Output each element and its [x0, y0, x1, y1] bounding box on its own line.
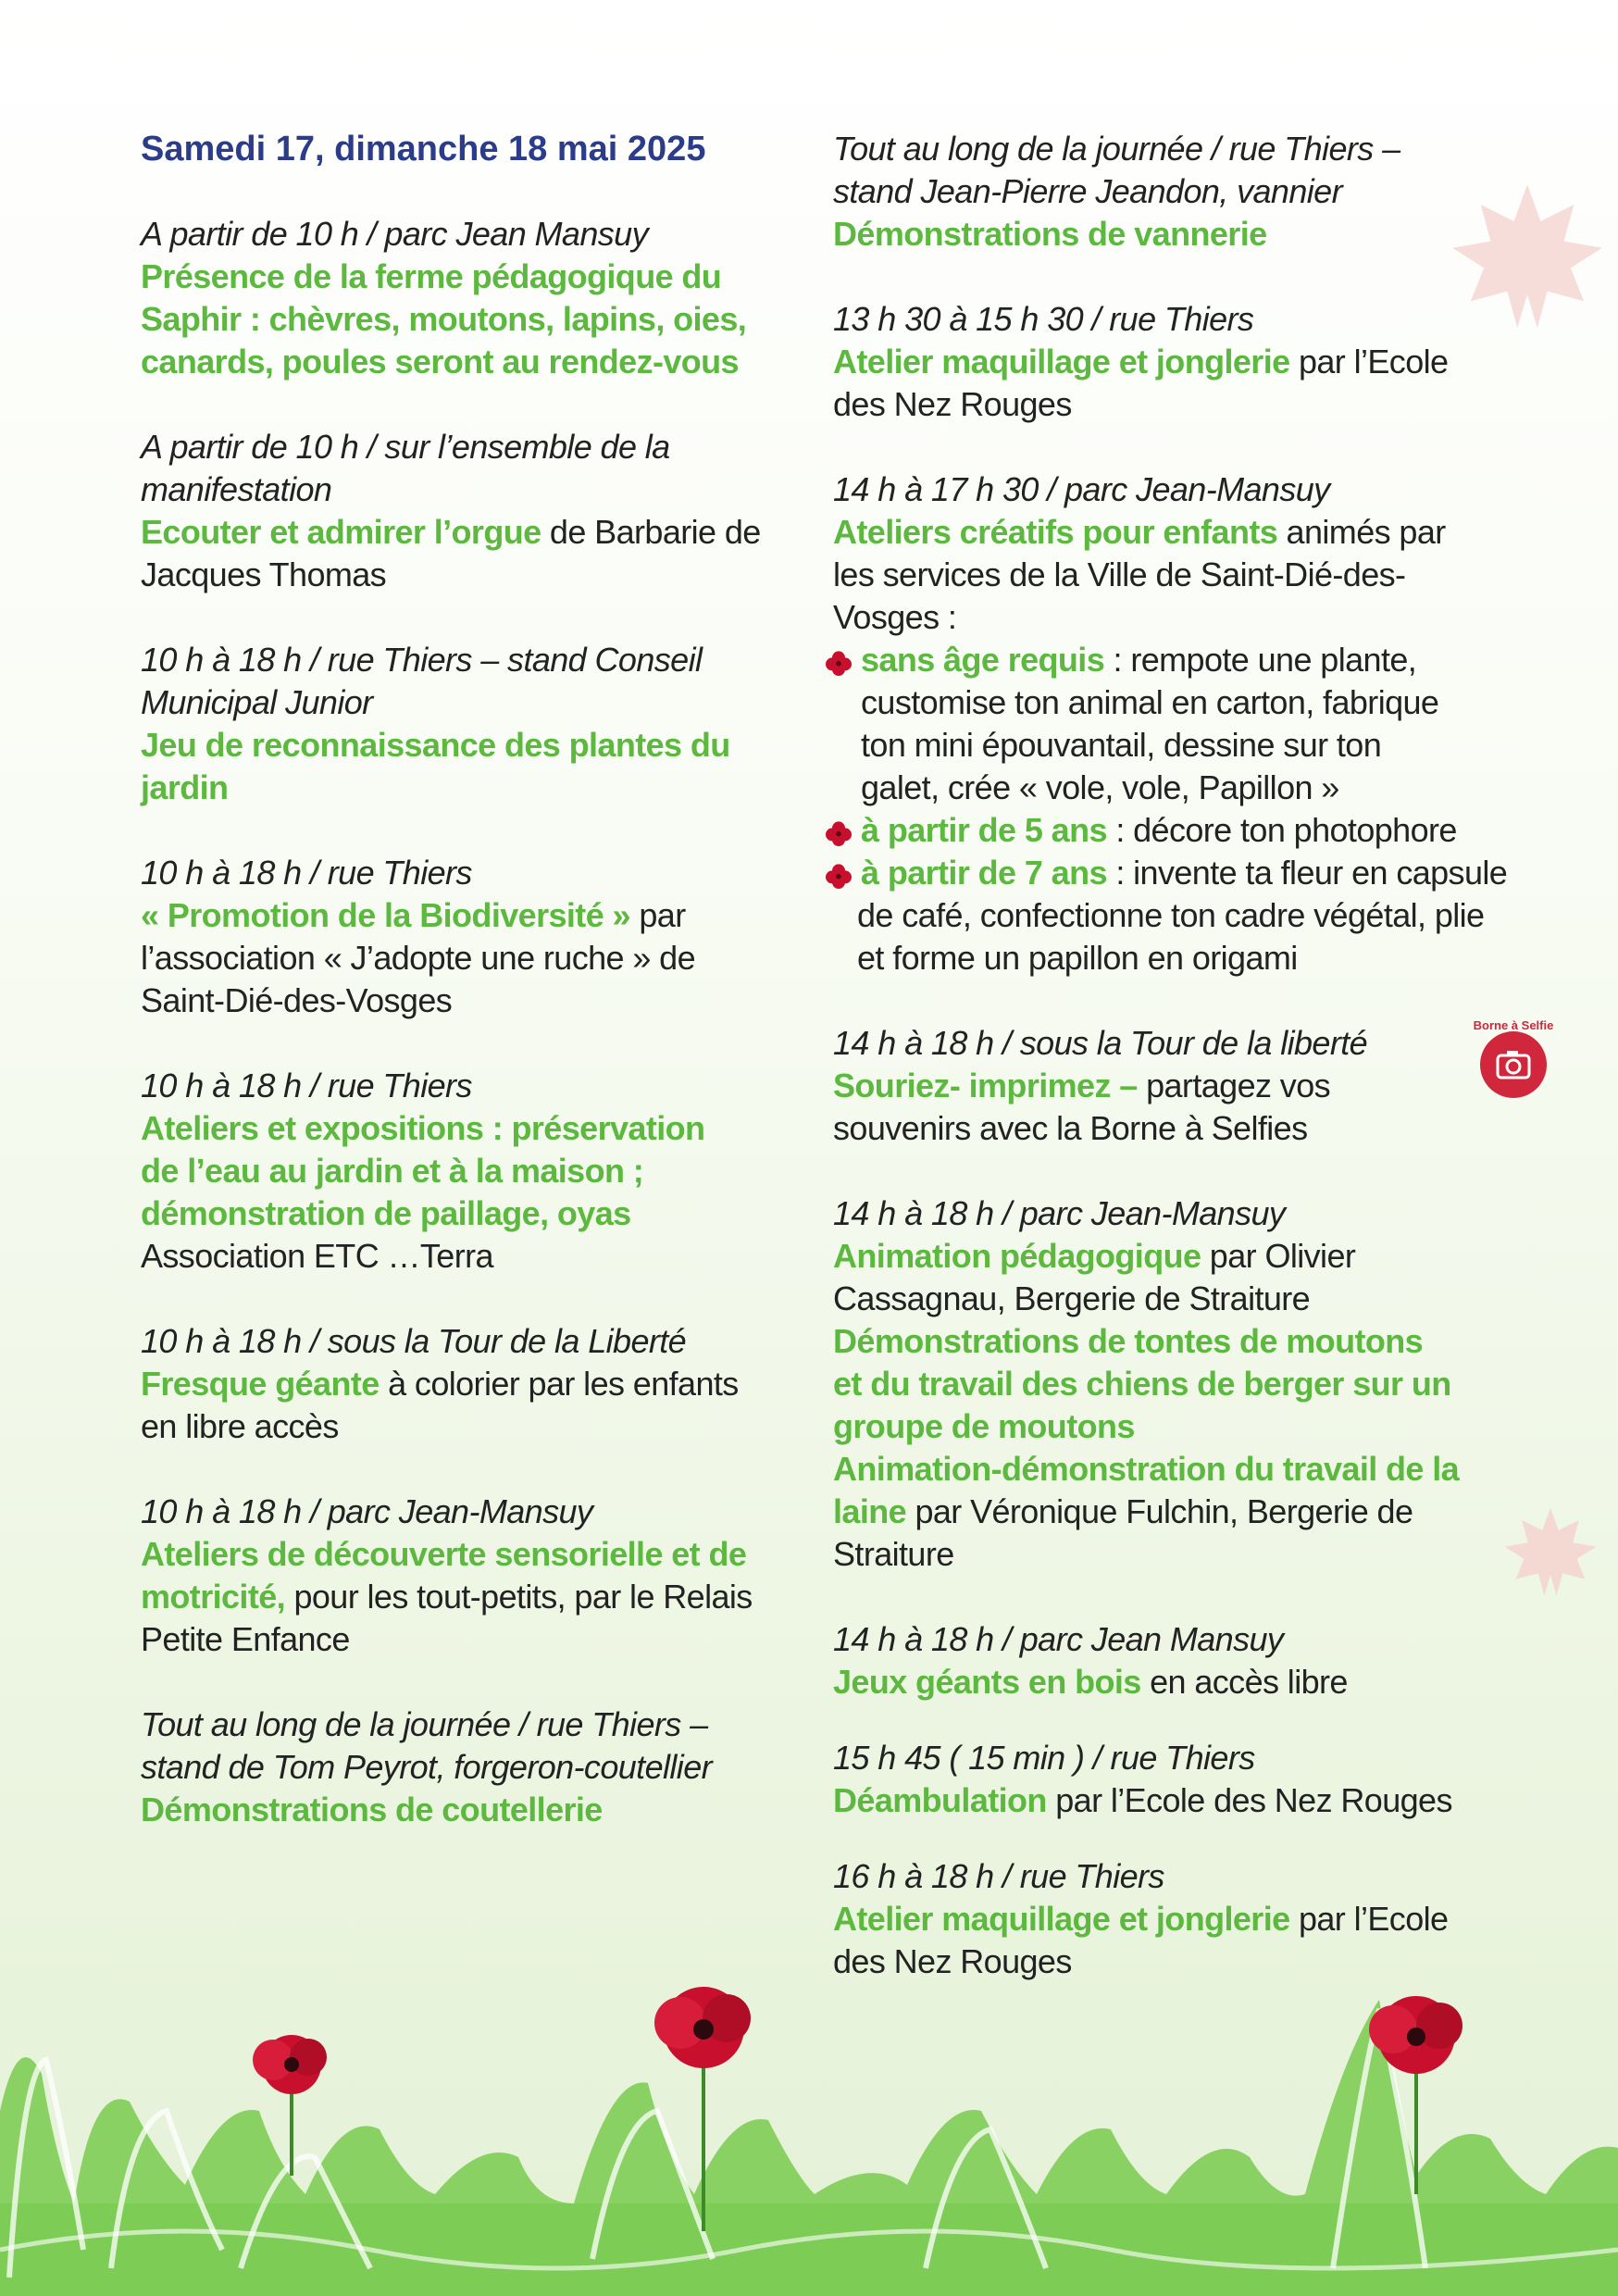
event-bergerie — [833, 1192, 1500, 1576]
event-title: Fresque géante — [141, 1365, 380, 1403]
event-title: canards, poules seront au rendez-vous — [141, 343, 739, 381]
event-ferme — [141, 213, 789, 383]
event-title: Démonstrations de tontes de moutons — [833, 1322, 1424, 1360]
grass-and-poppies-illustration — [0, 1972, 1618, 2296]
event-title: et du travail des chiens de berger sur un — [833, 1365, 1451, 1403]
list-item-text: : rempote une plante, — [1104, 641, 1417, 679]
event-time: stand de Tom Peyrot, forgeron-coutellier — [141, 1748, 713, 1786]
event-title: laine — [833, 1492, 907, 1530]
event-time: 10 h à 18 h / rue Thiers — [141, 1067, 472, 1104]
event-time: Tout au long de la journée / rue Thiers – — [833, 130, 1400, 168]
event-title: Présence de la ferme pédagogique du — [141, 257, 722, 295]
list-item-text: : décore ton photophore — [1106, 811, 1457, 849]
poppy-bullet-icon — [826, 650, 852, 676]
event-title: motricité, — [141, 1578, 286, 1616]
event-title: de l’eau au jardin et à la maison ; — [141, 1152, 644, 1190]
event-desc: les services de la Ville de Saint-Dié-des- — [833, 555, 1406, 593]
event-desc: par — [629, 896, 686, 934]
event-title: Animation-démonstration du travail de la — [833, 1450, 1460, 1488]
event-time: 10 h à 18 h / rue Thiers – stand Conseil — [141, 641, 703, 679]
right-column — [833, 128, 1508, 1983]
event-desc: Association ETC …Terra — [141, 1237, 493, 1275]
age-list — [833, 639, 1508, 980]
event-title: Atelier maquillage et jonglerie — [833, 1900, 1290, 1938]
list-item-text: et forme un papillon en origami — [857, 939, 1298, 977]
event-maquillage-2 — [833, 1855, 1500, 1983]
event-time: 16 h à 18 h / rue Thiers — [833, 1857, 1164, 1895]
event-desc: Vosges : — [833, 598, 957, 636]
list-item-text: : invente ta fleur en capsule — [1106, 854, 1508, 892]
event-title: Déambulation — [833, 1781, 1047, 1819]
event-time: A partir de 10 h / sur l’ensemble de la — [141, 428, 670, 466]
event-time: Municipal Junior — [141, 683, 373, 721]
event-title: Démonstrations de vannerie — [833, 215, 1267, 253]
event-desc: par Olivier — [1201, 1237, 1356, 1275]
event-desc: souvenirs avec la Borne à Selfies — [833, 1109, 1308, 1147]
event-ateliers-creatifs — [833, 468, 1508, 980]
list-item-title: sans âge requis — [861, 641, 1105, 679]
event-desc: Straiture — [833, 1535, 954, 1573]
event-time: manifestation — [141, 470, 332, 508]
list-item — [833, 639, 1500, 681]
event-desc: de Barbarie de — [541, 513, 761, 551]
event-desc: pour les tout-petits, par le Relais — [285, 1578, 753, 1616]
event-desc: l’association « J’adopte une ruche » de — [141, 939, 696, 977]
event-time: 10 h à 18 h / parc Jean-Mansuy — [141, 1492, 593, 1530]
list-item-title: à partir de 7 ans — [861, 854, 1107, 892]
event-maquillage-1 — [833, 298, 1500, 426]
event-jeux-bois — [833, 1618, 1500, 1703]
event-desc: par l’Ecole — [1289, 343, 1449, 381]
event-desc: Jacques Thomas — [141, 555, 387, 593]
event-time: 13 h 30 à 15 h 30 / rue Thiers — [833, 300, 1254, 338]
event-ateliers-eau — [141, 1065, 789, 1278]
list-item — [833, 809, 1500, 852]
event-time: A partir de 10 h / parc Jean Mansuy — [141, 215, 648, 253]
poppy-bullet-icon — [826, 820, 852, 846]
event-title: Ateliers de découverte sensorielle et de — [141, 1535, 747, 1573]
event-time: stand Jean-Pierre Jeandon, vannier — [833, 172, 1342, 210]
event-title: jardin — [141, 768, 229, 806]
event-title: Souriez- imprimez – — [833, 1067, 1138, 1104]
list-item-text: de café, confectionne ton cadre végétal, plie — [857, 896, 1485, 934]
event-title: Saphir : chèvres, moutons, lapins, oies, — [141, 300, 747, 338]
badge-label: Borne à Selfie — [1473, 1018, 1554, 1032]
event-biodiversite — [141, 852, 789, 1022]
event-desc: en accès libre — [1140, 1663, 1348, 1701]
event-desc: des Nez Rouges — [833, 1942, 1072, 1980]
event-title: Atelier maquillage et jonglerie — [833, 343, 1290, 381]
poppy-bullet-icon — [826, 863, 852, 889]
event-deambulation — [833, 1737, 1500, 1822]
event-desc: Petite Enfance — [141, 1620, 350, 1658]
event-time: 10 h à 18 h / rue Thiers — [141, 854, 472, 892]
event-time: 10 h à 18 h / sous la Tour de la Liberté — [141, 1322, 687, 1360]
event-title: Ateliers créatifs pour enfants — [833, 513, 1278, 551]
page-title: Samedi 17, dimanche 18 mai 2025 — [141, 130, 706, 168]
list-item — [833, 852, 1508, 894]
event-selfie — [833, 1022, 1500, 1150]
event-desc: en libre accès — [141, 1407, 339, 1445]
event-title: Ateliers et expositions : préservation — [141, 1109, 705, 1147]
event-jeu-plantes — [141, 639, 789, 809]
event-title: Démonstrations de coutellerie — [141, 1791, 603, 1828]
event-title: démonstration de paillage, oyas — [141, 1194, 631, 1232]
event-time: 15 h 45 ( 15 min ) / rue Thiers — [833, 1739, 1255, 1777]
event-title: Ecouter et admirer l’orgue — [141, 513, 541, 551]
event-coutellerie — [141, 1703, 789, 1831]
event-desc: par Véronique Fulchin, Bergerie de — [906, 1492, 1413, 1530]
event-sensorielle — [141, 1491, 789, 1661]
event-time: 14 h à 18 h / parc Jean-Mansuy — [833, 1194, 1286, 1232]
event-time: 14 h à 17 h 30 / parc Jean-Mansuy — [833, 470, 1330, 508]
left-column — [141, 128, 789, 1831]
event-title: Animation pédagogique — [833, 1237, 1201, 1275]
event-desc: des Nez Rouges — [833, 385, 1072, 423]
event-desc: par l’Ecole des Nez Rouges — [1046, 1781, 1452, 1819]
event-orgue — [141, 426, 789, 596]
event-desc: partagez vos — [1137, 1067, 1331, 1104]
event-desc: Cassagnau, Bergerie de Straiture — [833, 1279, 1311, 1317]
event-title: groupe de moutons — [833, 1407, 1135, 1445]
event-title: Jeux géants en bois — [833, 1663, 1141, 1701]
event-desc: par l’Ecole — [1289, 1900, 1449, 1938]
list-item-title: à partir de 5 ans — [861, 811, 1107, 849]
list-item-text: customise ton animal en carton, fabrique — [861, 683, 1439, 721]
list-item-text: ton mini épouvantail, dessine sur ton — [861, 726, 1382, 764]
event-title: « Promotion de la Biodiversité » — [141, 896, 630, 934]
event-time: 14 h à 18 h / sous la Tour de la liberté — [833, 1024, 1368, 1062]
maple-leaf-icon — [1500, 1495, 1601, 1606]
event-title: Jeu de reconnaissance des plantes du — [141, 726, 730, 764]
event-desc: à colorier par les enfants — [379, 1365, 739, 1403]
event-vannerie — [833, 128, 1500, 256]
event-desc: animés par — [1277, 513, 1446, 551]
list-item-text: galet, crée « vole, vole, Papillon » — [861, 768, 1339, 806]
event-fresque — [141, 1320, 789, 1448]
event-time: Tout au long de la journée / rue Thiers – — [141, 1705, 708, 1743]
event-desc: Saint-Dié-des-Vosges — [141, 981, 453, 1019]
event-time: 14 h à 18 h / parc Jean Mansuy — [833, 1620, 1284, 1658]
